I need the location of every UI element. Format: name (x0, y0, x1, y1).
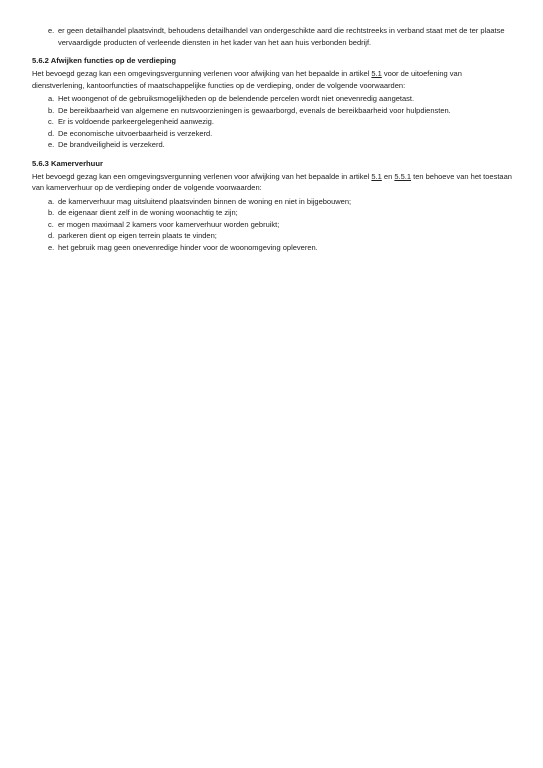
section-intro (32, 68, 513, 91)
section-heading: 5.6.3 Kamerverhuur (32, 158, 103, 168)
section-5-6-3 (32, 158, 513, 254)
list-marker: d. (48, 128, 55, 138)
list-item-text: het gebruik mag geen onevenredige hinder voor de woonomgeving opleveren. (58, 242, 318, 252)
article-reference-link[interactable]: 5.1 (371, 171, 382, 181)
list-item (32, 139, 513, 151)
list-marker: e. (48, 26, 55, 35)
list-marker: c. (48, 117, 54, 126)
list-item (32, 93, 513, 105)
article-reference-link[interactable]: 5.1 (371, 69, 382, 78)
list-item (32, 230, 513, 242)
list-marker: a. (48, 94, 55, 103)
list-item-text: De brandveiligheid is verzekerd. (58, 140, 165, 149)
list-item (32, 219, 513, 231)
list-item (32, 25, 513, 48)
list-item-text: Het woongenot of de gebruiksmogelijkheden op de belendende percelen wordt niet onevenredig aangetast. (58, 94, 415, 103)
section-heading: 5.6.2 Afwijken functies op de verdieping (32, 56, 177, 65)
list-item-text: de eigenaar dient zelf in de woning woonachtig te zijn; (58, 208, 238, 217)
list-item-text: Er is voldoende parkeergelegenheid aanwezig. (58, 117, 214, 126)
intro-text: en (381, 171, 395, 181)
list-item-text: de kamerverhuur mag uitsluitend plaatsvinden binnen de woning en niet in bijgebouwen; (58, 196, 352, 206)
list-item (32, 128, 513, 140)
list-item-text: er mogen maximaal 2 kamers voor kamerverhuur worden gebruikt; (58, 219, 280, 229)
list-marker: e. (48, 140, 55, 149)
intro-text: ten behoeve van het toestaan van kamerverhuur op de verdieping onder de volgende voorwaarden: (32, 171, 512, 192)
list-item (32, 116, 513, 128)
conditions-list (32, 93, 513, 151)
section-intro (32, 171, 513, 194)
list-marker: b. (48, 208, 55, 217)
list-marker: c. (48, 219, 54, 229)
article-reference-link[interactable]: 5.5.1 (394, 171, 412, 181)
list-item (32, 105, 513, 117)
intro-text: Het bevoegd gezag kan een omgevingsvergunning verlenen voor afwijking van het bepaalde in artikel (32, 69, 372, 78)
conditions-list (32, 196, 513, 254)
continuation-list (32, 25, 513, 48)
list-item (32, 196, 513, 208)
intro-text: Het bevoegd gezag kan een omgevingsvergunning verlenen voor afwijking van het bepaalde in artikel (32, 171, 372, 181)
intro-text: voor de uitoefening van dienstverlening, kantoorfuncties of maatschappelijke functies op de verdieping, onder de volgende voorwaarden: (32, 69, 462, 90)
list-item-text: De economische uitvoerbaarheid is verzekerd. (58, 128, 213, 138)
list-item (32, 207, 513, 219)
section-5-6-2 (32, 55, 513, 151)
list-item-text: parkeren dient op eigen terrein plaats te vinden; (58, 231, 217, 240)
list-item (32, 242, 513, 254)
list-item-text: er geen detailhandel plaatsvindt, behoudens detailhandel van ondergeschikte aard die rechtstreeks in verband staat met de ter plaatse vervaardigde producten of verleende diensten in het kader van het aan huis verbonden bedrijf. (58, 26, 505, 47)
list-marker: e. (48, 242, 55, 252)
list-marker: b. (48, 105, 55, 115)
list-marker: d. (48, 231, 55, 240)
list-item-text: De bereikbaarheid van algemene en nutsvoorzieningen is gewaarborgd, evenals de bereikbaarheid voor hulpdiensten. (58, 105, 451, 115)
list-marker: a. (48, 196, 55, 206)
